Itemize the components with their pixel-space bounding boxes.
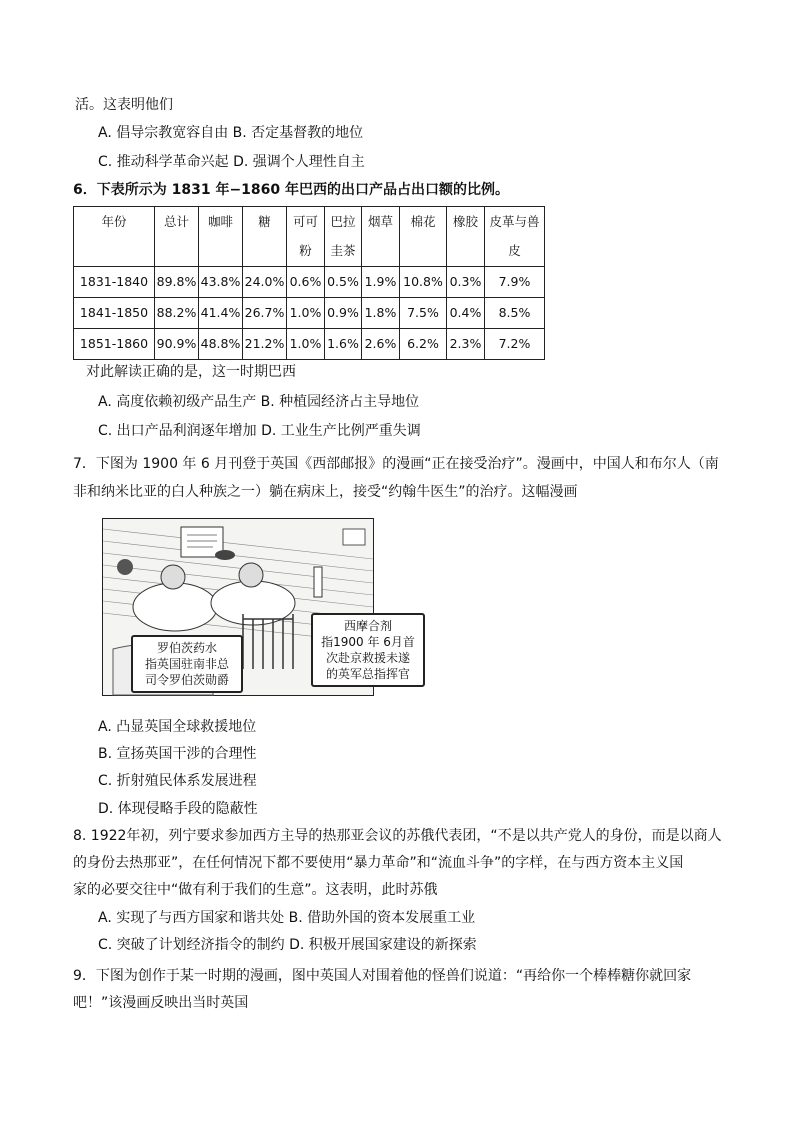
table-cell: 0.9%	[325, 298, 362, 329]
q9-stem-line1: 9．下图为创作于某一时期的漫画，图中英国人对围着他的怪兽们说道：“再给你一个棒棒糖你就回家	[73, 968, 692, 984]
q7-option-d: D. 体现侵略手段的隐蔽性	[98, 801, 258, 817]
q5-options-ab: A. 倡导宗教宽容自由 B. 否定基督教的地位	[98, 125, 364, 141]
header-sugar: 糖	[243, 207, 287, 267]
q5-stem-tail: 活。这表明他们	[75, 97, 173, 113]
header-coffee: 咖啡	[199, 207, 243, 267]
q6-stem: 6．下表所示为 1831 年−1860 年巴西的出口产品占出口额的比例。	[73, 182, 510, 198]
table-cell: 10.8%	[400, 267, 447, 298]
table-cell: 7.9%	[485, 267, 545, 298]
table-cell: 89.8%	[155, 267, 199, 298]
header-rubber: 橡胶	[447, 207, 485, 267]
table-row	[74, 298, 545, 329]
table-cell: 43.8%	[199, 267, 243, 298]
table-cell: 41.4%	[199, 298, 243, 329]
table-cell: 1.6%	[325, 329, 362, 360]
table-cell: 0.3%	[447, 267, 485, 298]
table-cell: 0.5%	[325, 267, 362, 298]
q7-stem-line2: 非和纳米比亚的白人种族之一）躺在病床上，接受“约翰牛医生”的治疗。这幅漫画	[73, 484, 578, 500]
table-header-row	[74, 207, 545, 267]
q8-options-cd: C. 突破了计划经济指令的制约 D. 积极开展国家建设的新探索	[98, 937, 477, 953]
treatment-cartoon	[102, 518, 415, 696]
table-cell: 8.5%	[485, 298, 545, 329]
table-cell: 6.2%	[400, 329, 447, 360]
header-cotton: 棉花	[400, 207, 447, 267]
q5-options-cd: C. 推动科学革命兴起 D. 强调个人理性自主	[98, 154, 365, 170]
brazil-export-table	[73, 206, 545, 360]
table-cell: 7.2%	[485, 329, 545, 360]
q6-options-cd: C. 出口产品利润逐年增加 D. 工业生产比例严重失调	[98, 423, 421, 439]
callout-roberts-potion: 罗伯茨药水 指英国驻南非总 司令罗伯茨勋爵	[131, 635, 243, 693]
table-cell: 1.0%	[287, 298, 325, 329]
table-cell: 1.8%	[362, 298, 400, 329]
header-cocoa: 可可 粉	[287, 207, 325, 267]
table-cell: 0.4%	[447, 298, 485, 329]
table-cell: 48.8%	[199, 329, 243, 360]
header-tobacco: 烟草	[362, 207, 400, 267]
q8-stem-line1: 8. 1922年初，列宁要求参加西方主导的热那亚会议的苏俄代表团，“不是以共产党人的身份，而是以商人	[73, 828, 722, 844]
table-cell: 1851-1860	[74, 329, 155, 360]
q8-stem-line2: 的身份去热那亚”，在任何情况下都不要使用“暴力革命”和“流血斗争”的字样，在与西方资本主义国	[73, 855, 684, 871]
header-total: 总计	[155, 207, 199, 267]
table-cell: 1.9%	[362, 267, 400, 298]
q8-stem-line3: 家的必要交往中“做有利于我们的生意”。这表明，此时苏俄	[73, 882, 438, 898]
table-cell: 21.2%	[243, 329, 287, 360]
table-cell: 0.6%	[287, 267, 325, 298]
table-cell: 90.9%	[155, 329, 199, 360]
table-cell: 2.3%	[447, 329, 485, 360]
table-cell: 1831-1840	[74, 267, 155, 298]
q6-options-ab: A. 高度依赖初级产品生产 B. 种植园经济占主导地位	[98, 394, 420, 410]
table-row	[74, 267, 545, 298]
table-row	[74, 329, 545, 360]
table-cell: 1841-1850	[74, 298, 155, 329]
q7-stem-line1: 7．下图为 1900 年 6 月刊登于英国《西部邮报》的漫画“正在接受治疗”。漫画中，中国人和布尔人（南	[73, 456, 719, 472]
header-mate: 巴拉 圭茶	[325, 207, 362, 267]
table-cell: 1.0%	[287, 329, 325, 360]
header-hides: 皮革与兽 皮	[485, 207, 545, 267]
q6-follow: 对此解读正确的是，这一时期巴西	[86, 364, 296, 380]
table-cell: 88.2%	[155, 298, 199, 329]
table-cell: 2.6%	[362, 329, 400, 360]
callout-seymour-mixture: 西摩合剂 指1900 年 6月首 次赴京救援未遂 的英军总指挥官	[311, 613, 425, 687]
q7-option-b: B. 宣扬英国干涉的合理性	[98, 746, 257, 762]
q8-options-ab: A. 实现了与西方国家和谐共处 B. 借助外国的资本发展重工业	[98, 910, 476, 926]
table-cell: 7.5%	[400, 298, 447, 329]
table-cell: 26.7%	[243, 298, 287, 329]
q7-option-a: A. 凸显英国全球救援地位	[98, 719, 257, 735]
header-year: 年份	[74, 207, 155, 267]
q7-option-c: C. 折射殖民体系发展进程	[98, 773, 257, 789]
q9-stem-line2: 吧！”该漫画反映出当时英国	[73, 995, 249, 1011]
table-cell: 24.0%	[243, 267, 287, 298]
